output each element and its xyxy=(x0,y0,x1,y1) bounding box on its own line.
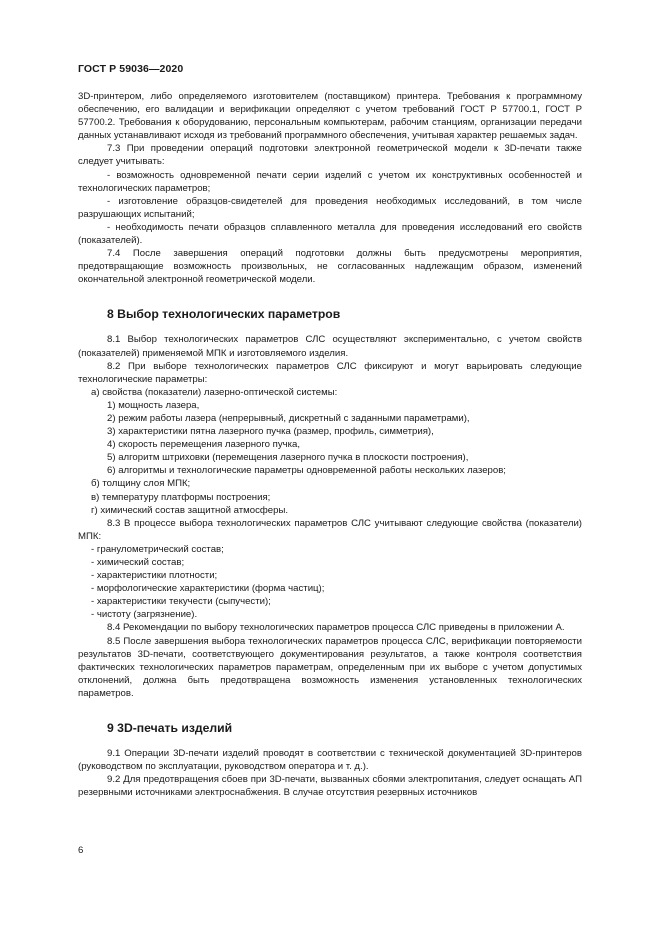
paragraph-7-3: 7.3 При проведении операций подготовки электронной геометрической модели к 3D-печати также следует учитывать: xyxy=(78,143,582,168)
list-item-g: г) химический состав защитной атмосферы. xyxy=(91,504,289,516)
page-body xyxy=(78,90,582,799)
paragraph-9-1: 9.1 Операции 3D-печати изделий проводят в соответствии с технической документацией 3D-принтеров (руководством по эксплуатации, руководством оператора и т. д.). xyxy=(78,748,582,773)
list-item: - необходимость печати образцов сплавленного металла для проведения исследований его свойств (показателей). xyxy=(78,221,582,247)
section-8-heading: 8 Выбор технологических параметров xyxy=(107,307,341,322)
list-item: - морфологические характеристики (форма частиц); xyxy=(91,583,325,595)
list-item: 6) алгоритмы и технологические параметры одновременной работы нескольких лазеров; xyxy=(107,465,506,477)
running-header: ГОСТ Р 59036—2020 xyxy=(78,63,184,75)
page-number: 6 xyxy=(78,845,84,856)
list-item: 4) скорость перемещения лазерного пучка, xyxy=(107,439,301,451)
list-item: - гранулометрический состав; xyxy=(91,543,224,555)
list-item-v: в) температуру платформы построения; xyxy=(91,491,271,503)
section-9-heading: 9 3D-печать изделий xyxy=(107,721,233,736)
paragraph-9-2: 9.2 Для предотвращения сбоев при 3D-печати, вызванных сбоями электропитания, следует оснащать АП резервными источниками электроснабжения. В случае отсутствия резервных источников xyxy=(78,774,582,799)
paragraph-8-2: 8.2 При выборе технологических параметров СЛС фиксируют и могут варьировать следующие технологические параметры: xyxy=(78,360,582,385)
paragraph-8-1: 8.1 Выбор технологических параметров СЛС осуществляют экспериментально, с учетом свойств (показателей) применяемой МПК и изготовляемого изделия. xyxy=(78,334,582,359)
list-item-b: б) толщину слоя МПК; xyxy=(91,478,191,490)
list-item: 1) мощность лазера, xyxy=(107,399,200,411)
list-item: 3) характеристики пятна лазерного пучка (размер, профиль, симметрия), xyxy=(107,426,434,438)
list-item: - чистоту (загрязнение). xyxy=(91,609,198,621)
paragraph-8-5: 8.5 После завершения выбора технологических параметров процесса СЛС, верификации повторяемости результатов 3D-печати, соответствующего документирования результатов, а также контроля соответствия фактических технологических параметров параметрам, определенным при их выборе с учетом допустимых отклонений, должна быть предотвращена возможность изменения установленных технологических параметров. xyxy=(78,635,582,699)
paragraph-7-2-cont: 3D-принтером, либо определяемого изготовителем (поставщиком) принтера. Требования к программному обеспечению, его валидации и верификации определяют с учетом требований ГОСТ Р 57700.1, ГОСТ Р 57700.2. Требования к оборудованию, персональным компьютерам, рабочим станциям, организации передачи данных устанавливают исходя из требований программного обеспечения, учитывая характер решаемых задач. xyxy=(78,91,582,142)
list-item: - химический состав; xyxy=(91,557,185,568)
list-item: 2) режим работы лазера (непрерывный, дискретный с заданными параметрами), xyxy=(107,412,470,424)
list-item: - характеристики текучести (сыпучести); xyxy=(91,596,271,608)
paragraph-8-3: 8.3 В процессе выбора технологических параметров СЛС учитывают следующие свойства (показатели) МПК: xyxy=(78,517,582,542)
list-item: 5) алгоритм штриховки (перемещения лазерного пучка в плоскости построения), xyxy=(107,452,469,464)
list-item-a: а) свойства (показатели) лазерно-оптической системы: xyxy=(91,386,338,398)
paragraph-7-4: 7.4 После завершения операций подготовки должны быть предусмотрены мероприятия, предотвращающие возможность произвольных, не согласованных надлежащим образом, изменений окончательной электронной геометрической модели. xyxy=(78,248,582,286)
list-item: - характеристики плотности; xyxy=(91,570,218,582)
list-item: - возможность одновременной печати серии изделий с учетом их конструктивных особенностей и технологических параметров; xyxy=(78,169,582,194)
list-item: - изготовление образцов-свидетелей для проведения необходимых исследований, в том числе разрушающих испытаний; xyxy=(78,195,582,220)
paragraph-8-4: 8.4 Рекомендации по выбору технологических параметров процесса СЛС приведены в приложении А. xyxy=(107,622,565,634)
